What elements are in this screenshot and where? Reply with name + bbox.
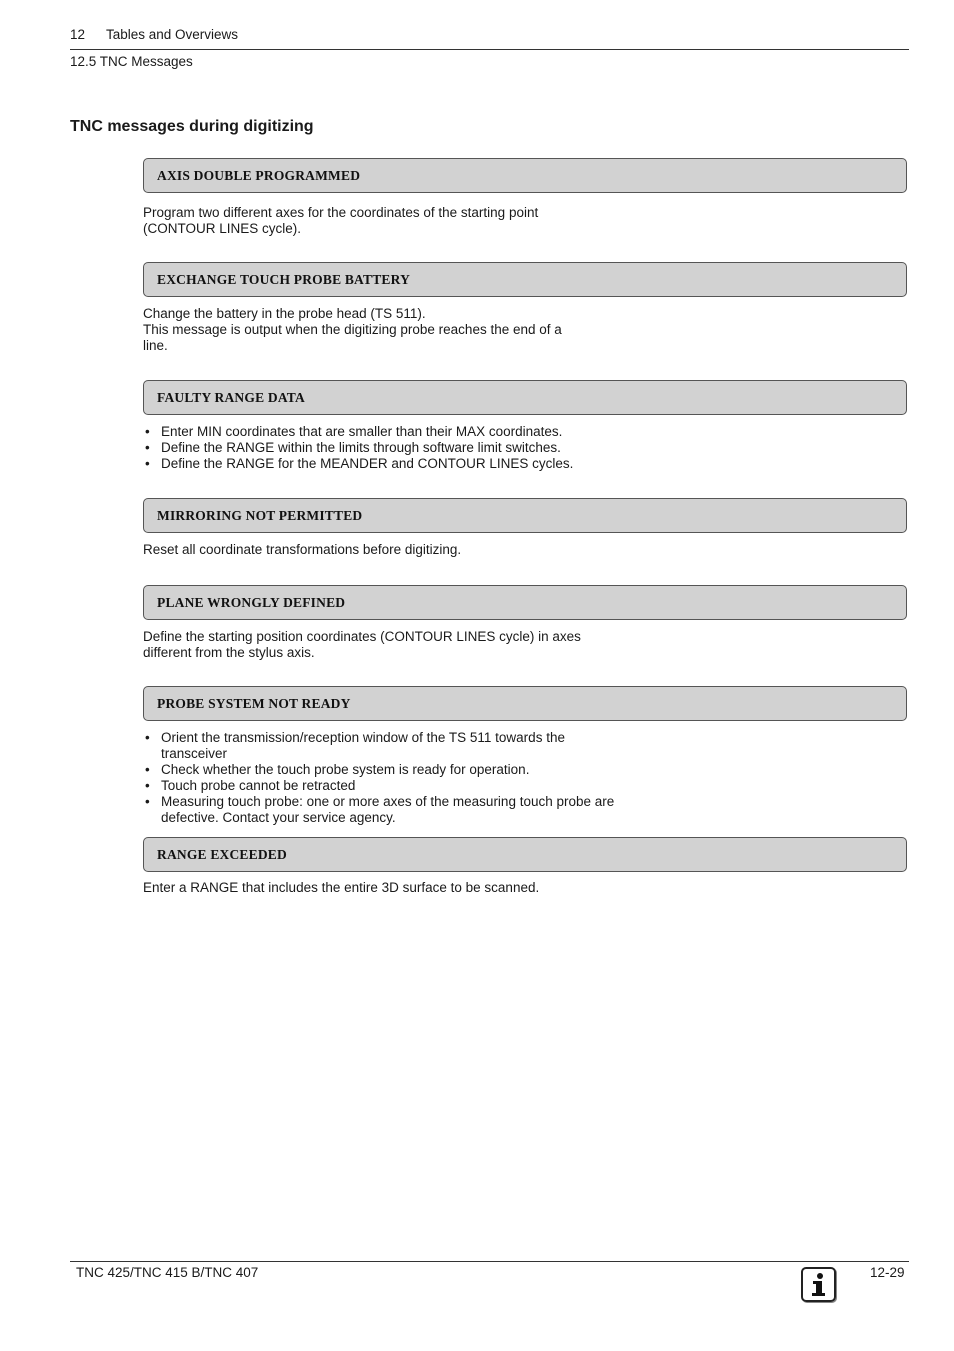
list-item: • Measuring touch probe: one or more axes of the measuring touch probe are defective. Contact your service agency. [143,794,621,826]
description-line: Enter a RANGE that includes the entire 3D surface to be scanned. [143,880,540,895]
message-title: PLANE WRONGLY DEFINED [157,594,346,610]
message-box-mirroring-not-permitted [143,498,907,533]
message-box-probe-system-not-ready [143,686,907,721]
message-title: RANGE EXCEEDED [157,846,287,862]
section-heading: 12.5 TNC Messages [70,54,193,69]
message-description [143,205,623,237]
list-item: • Touch probe cannot be retracted [143,778,621,794]
description-line: This message is output when the digitizing probe reaches the end of a [143,322,562,337]
footer-model: TNC 425/TNC 415 B/TNC 407 [76,1265,259,1280]
list-item: • Check whether the touch probe system is ready for operation. [143,762,621,778]
description-line: Define the starting position coordinates (CONTOUR LINES cycle) in axes [143,629,581,644]
footer-divider [70,1261,909,1262]
chapter-title: Tables and Overviews [106,27,239,42]
message-description [143,629,623,661]
description-line: Reset all coordinate transformations before digitizing. [143,542,462,557]
info-icon [801,1267,836,1302]
list-item: • Define the RANGE within the limits through software limit switches. [143,440,643,456]
page-number: 12-29 [870,1265,905,1280]
description-line: Change the battery in the probe head (TS 511). [143,306,426,321]
message-box-range-exceeded [143,837,907,872]
message-description [143,542,623,558]
list-item: • Orient the transmission/reception window of the TS 511 towards the transceiver [143,730,621,762]
message-description [143,730,621,826]
message-description [143,880,623,896]
bullet-list [143,424,643,472]
message-description [143,306,623,354]
message-title: MIRRORING NOT PERMITTED [157,507,363,523]
bullet-list [143,730,621,826]
message-box-axis-double-programmed [143,158,907,193]
message-box-plane-wrongly-defined [143,585,907,620]
chapter-heading [70,27,238,42]
message-title: FAULTY RANGE DATA [157,389,305,405]
page-title: TNC messages during digitizing [70,118,314,135]
header-divider [70,49,909,50]
description-line: (CONTOUR LINES cycle). [143,221,302,236]
list-item: • Enter MIN coordinates that are smaller than their MAX coordinates. [143,424,643,440]
message-title: EXCHANGE TOUCH PROBE BATTERY [157,271,411,287]
description-line: line. [143,338,168,353]
message-title: PROBE SYSTEM NOT READY [157,695,351,711]
message-box-faulty-range-data [143,380,907,415]
message-title: AXIS DOUBLE PROGRAMMED [157,167,361,183]
message-box-exchange-touch-probe-battery [143,262,907,297]
message-description [143,424,643,472]
description-line: Program two different axes for the coordinates of the starting point [143,205,539,220]
info-glyph [803,1269,834,1300]
chapter-number: 12 [70,27,86,42]
description-line: different from the stylus axis. [143,645,315,660]
list-item: • Define the RANGE for the MEANDER and CONTOUR LINES cycles. [143,456,643,472]
